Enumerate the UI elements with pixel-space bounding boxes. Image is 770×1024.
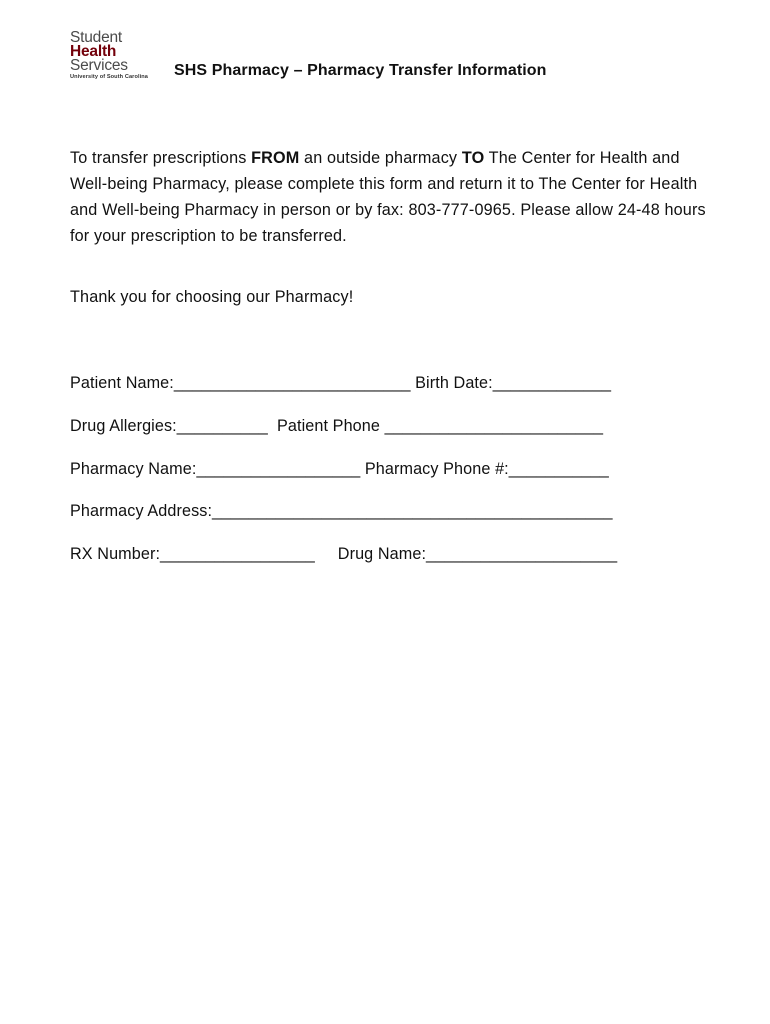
pharmacy-info-row bbox=[70, 460, 710, 479]
logo-line-health: Health bbox=[70, 43, 117, 60]
patient-name-field[interactable]: Patient Name:__________________________ bbox=[70, 374, 411, 392]
rx-number-field[interactable]: RX Number:_________________ bbox=[70, 545, 315, 563]
rx-drug-row bbox=[70, 545, 710, 564]
pharmacy-phone-field[interactable]: Pharmacy Phone #:___________ bbox=[360, 460, 609, 478]
logo-line-services: Services bbox=[70, 57, 128, 74]
allergies-phone-row bbox=[70, 417, 710, 436]
logo-subtitle: University of South Carolina bbox=[70, 74, 149, 80]
intro-part-2: an outside pharmacy bbox=[299, 149, 462, 167]
intro-part-3: The Center for Health and Well-being Pharmacy, please complete this form and return it to The Center for Health and Well-being Pharmacy in person or by fax: 803-777-0965. Please allow 24-48 hours for your prescription to be transferred. bbox=[70, 149, 706, 245]
patient-phone-field[interactable]: Patient Phone ________________________ bbox=[267, 417, 604, 435]
intro-part-1: To transfer prescriptions bbox=[70, 149, 252, 167]
drug-name-field[interactable]: Drug Name:_____________________ bbox=[314, 545, 618, 563]
intro-paragraph bbox=[70, 145, 710, 249]
student-health-services-logo bbox=[70, 31, 174, 87]
document-title: SHS Pharmacy – Pharmacy Transfer Information bbox=[174, 62, 547, 79]
logo-line-student: Student bbox=[70, 29, 123, 46]
pharmacy-address-field[interactable]: Pharmacy Address:____________________________________________ bbox=[70, 502, 613, 520]
thank-you-line: Thank you for choosing our Pharmacy! bbox=[70, 288, 354, 306]
patient-info-row bbox=[70, 374, 710, 393]
birth-date-field[interactable]: Birth Date:_____________ bbox=[410, 374, 612, 392]
intro-from-word: FROM bbox=[251, 149, 300, 167]
intro-to-word: TO bbox=[461, 149, 485, 167]
drug-allergies-field[interactable]: Drug Allergies:__________ bbox=[70, 417, 268, 435]
pharmacy-name-field[interactable]: Pharmacy Name:__________________ bbox=[70, 460, 361, 478]
pharmacy-address-row bbox=[70, 502, 710, 521]
